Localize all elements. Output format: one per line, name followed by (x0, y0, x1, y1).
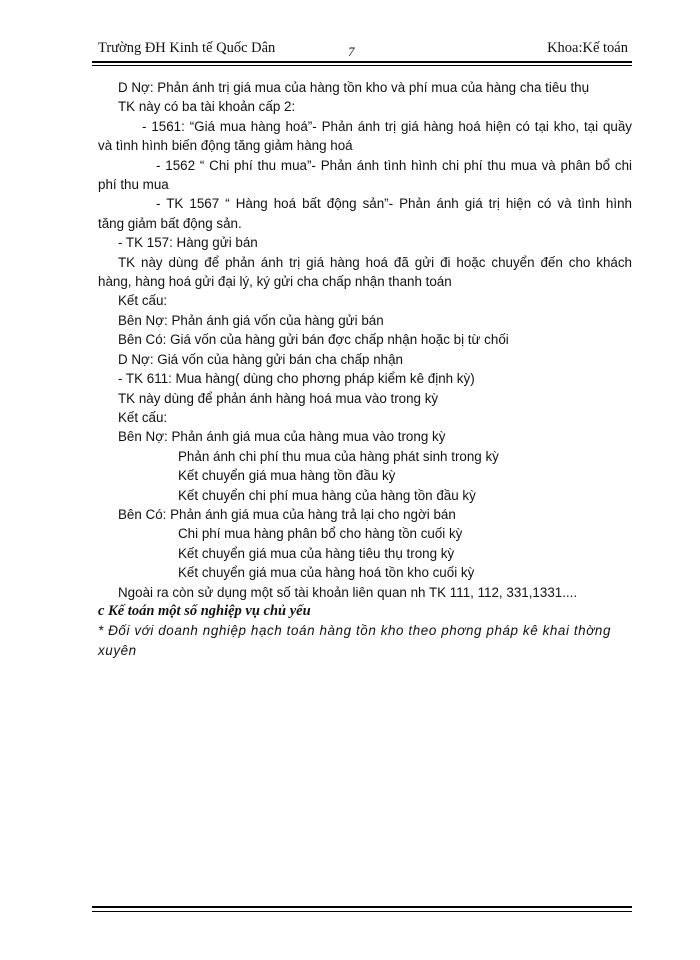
body-line: - TK 611: Mua hàng( dùng cho phơng pháp kiểm kê định kỳ) (118, 371, 475, 387)
footer-rule-thick (92, 906, 632, 908)
body-line: và tình hình biến động tăng giảm hàng hoá (98, 138, 353, 154)
body-line: - 1562 “ Chi phí thu mua”- Phản ánh tình hình chi phí thu mua và phân bổ chi (156, 157, 632, 173)
body-line: Kết cấu: (118, 293, 168, 309)
body-line: hàng, hàng hoá gửi đại lý, ký gửi cha chấp nhận thanh toán (98, 274, 452, 290)
body-line: tăng giảm bất động sản. (98, 215, 242, 231)
body-line: Kết chuyển giá mua của hàng hoá tồn kho cuối kỳ (178, 565, 475, 581)
body-line: Bên Có: Phản ánh giá mua của hàng trả lại cho ngời bán (118, 506, 456, 522)
page-body (98, 78, 632, 660)
page-number: 7 (348, 44, 355, 59)
body-line: Kết chuyển giá mua của hàng tiêu thụ trong kỳ (178, 545, 455, 561)
italic-note: * Đối với doanh nghiệp hạch toán hàng tồn kho theo phơng pháp kê khai thờng (98, 623, 612, 639)
body-line: Bên Nợ: Phản ánh giá mua của hàng mua vào trong kỳ (118, 429, 446, 445)
header-rule-thick (92, 61, 632, 63)
body-line: TK này có ba tài khoản cấp 2: (118, 99, 296, 115)
body-line: Kết chuyển chi phí mua hàng của hàng tồn đầu kỳ (178, 487, 476, 503)
body-line: Bên Có: Giá vốn của hàng gửi bán đợc chấp nhận hoặc bị từ chối (118, 332, 509, 348)
header-school-name: Trường ĐH Kinh tế Quốc Dân (98, 40, 276, 56)
body-line: phí thu mua (98, 177, 169, 193)
page-header (98, 40, 628, 60)
body-line: Chi phí mua hàng phân bổ cho hàng tồn cuối kỳ (178, 526, 463, 542)
section-heading: c Kế toán một số nghiệp vụ chủ yếu (98, 602, 311, 619)
body-line: Kết cấu: (118, 409, 168, 425)
body-line: - 1561: “Giá mua hàng hoá”- Phản ánh trị giá hàng hoá hiện có tại kho, tại quầy (142, 118, 632, 134)
body-line: Phản ánh chi phí thu mua của hàng phát sinh trong kỳ (178, 448, 499, 464)
body-line: TK này dùng để phản ánh trị giá hàng hoá đã gửi đi hoặc chuyển đến cho khách (118, 254, 632, 270)
body-line: Ngoài ra còn sử dụng một số tài khoản liên quan nh TK 111, 112, 331,1331.... (118, 584, 578, 600)
header-faculty: Khoa:Kế toán (547, 40, 628, 56)
body-line: TK này dùng để phản ánh hàng hoá mua vào trong kỳ (118, 390, 439, 406)
body-line: - TK 157: Hàng gửi bán (118, 235, 258, 251)
header-rule-thin (92, 65, 632, 66)
italic-note: xuyên (98, 642, 137, 658)
body-line: Bên Nợ: Phản ánh giá vốn của hàng gửi bán (118, 312, 384, 328)
body-line: D Nợ: Phản ánh trị giá mua của hàng tồn kho và phí mua của hàng cha tiêu thụ (118, 80, 590, 95)
body-line: D Nợ: Giá vốn của hàng gửi bán cha chấp nhận (118, 351, 403, 367)
footer-rule-thin (92, 911, 632, 912)
body-line: Kết chuyển giá mua hàng tồn đầu kỳ (178, 468, 396, 484)
body-line: - TK 1567 “ Hàng hoá bất động sản”- Phản ánh giá trị hiện có và tình hình (156, 196, 632, 212)
